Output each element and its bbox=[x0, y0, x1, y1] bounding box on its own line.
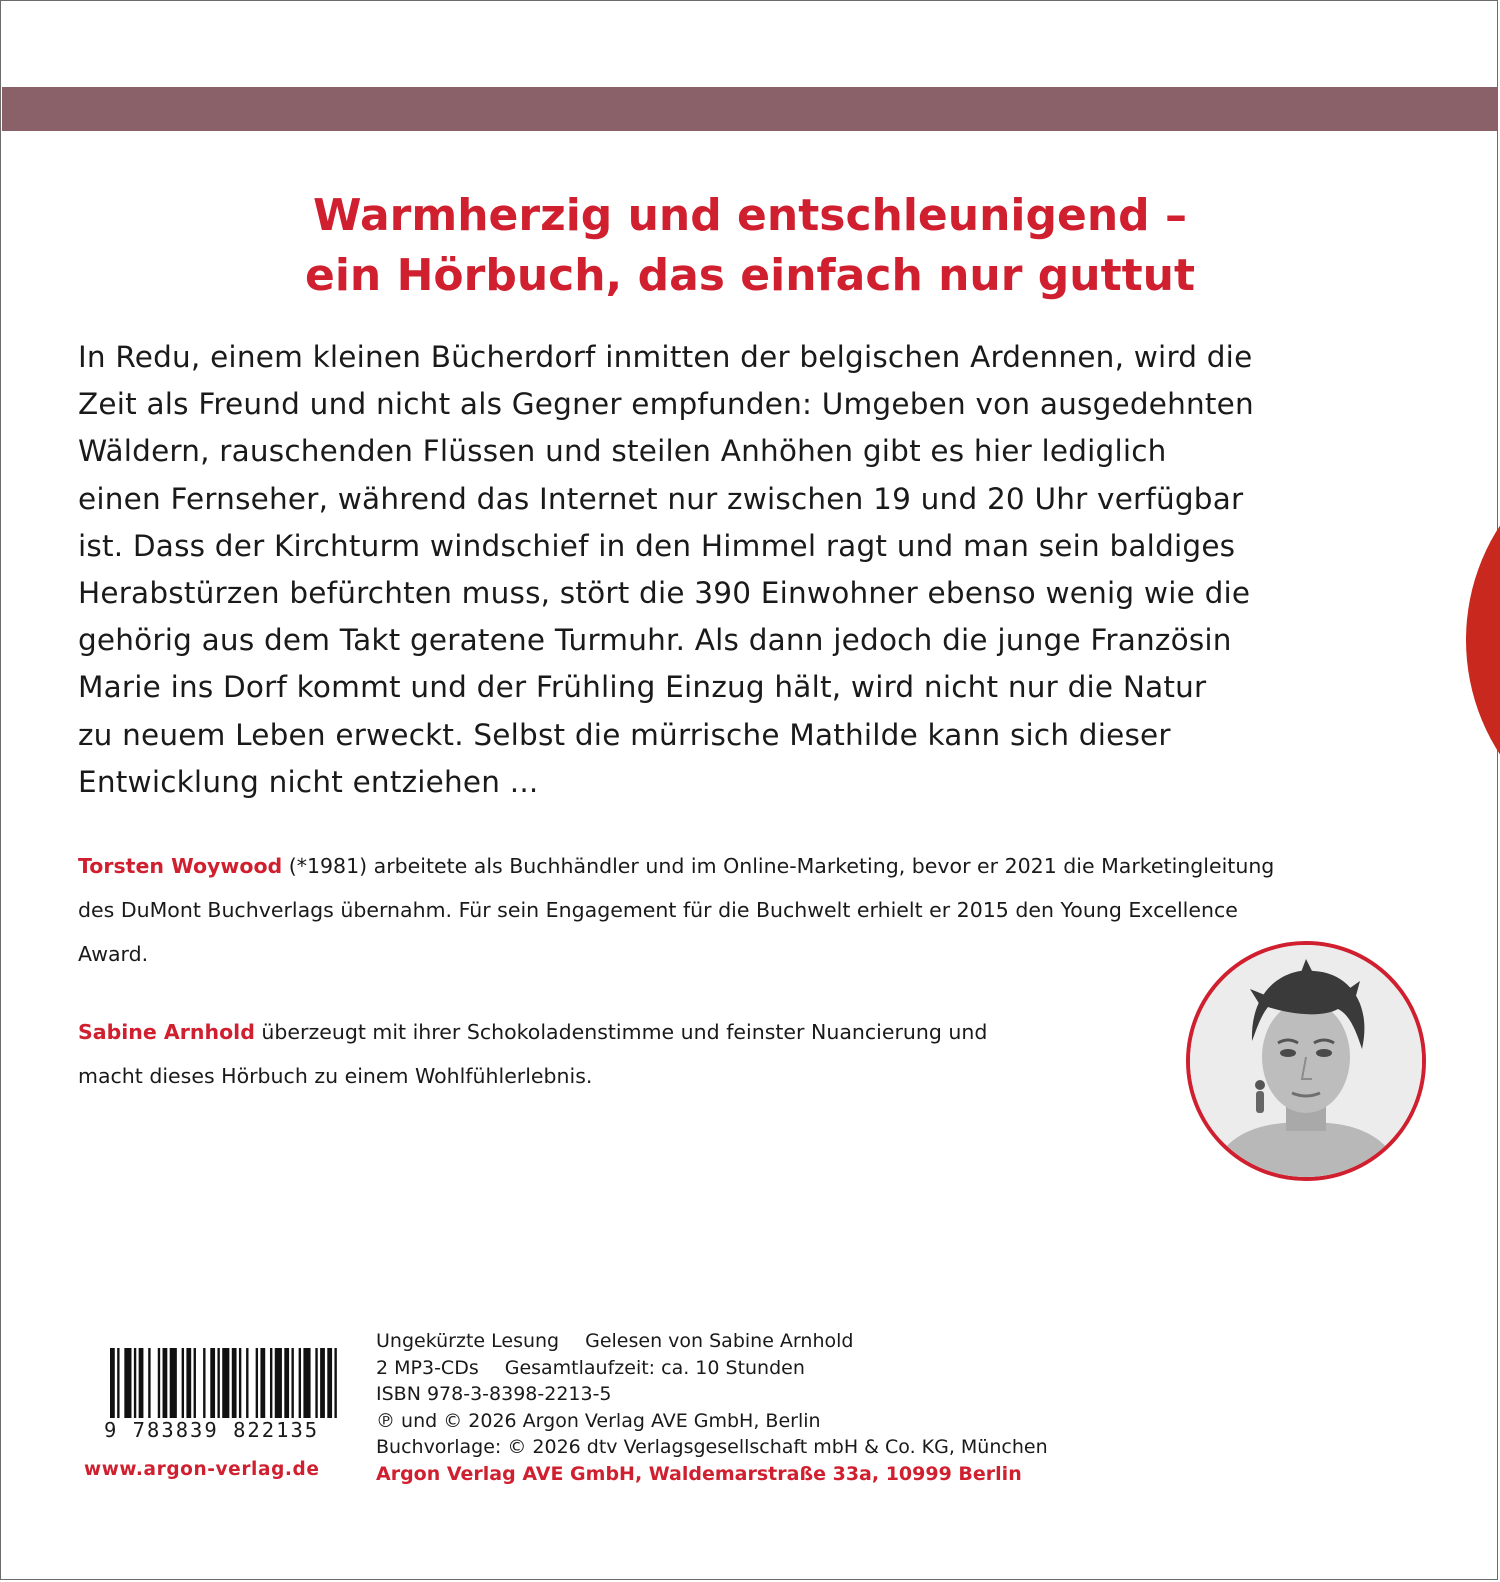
duration-label: Gesamtlaufzeit: ca. 10 Stunden bbox=[504, 1356, 805, 1379]
barcode-bar bbox=[222, 1348, 229, 1418]
barcode-bar bbox=[217, 1348, 219, 1418]
narrator-portrait bbox=[1186, 941, 1426, 1181]
source-label: Buchvorlage: © 2026 dtv Verlagsgesellschaft mbH & Co. KG, München bbox=[376, 1436, 1048, 1458]
imprint-line-2 bbox=[376, 1355, 1376, 1382]
barcode-bar bbox=[148, 1348, 150, 1418]
imprint-line-1 bbox=[376, 1328, 1376, 1355]
narrator-bio-text: überzeugt mit ihrer Schokoladenstimme und feinster Nuancierung und bbox=[254, 1020, 988, 1044]
copyright-label: ℗ und © 2026 Argon Verlag AVE GmbH, Berlin bbox=[376, 1409, 821, 1432]
barcode-bar bbox=[158, 1348, 160, 1418]
blurb-line: einen Fernseher, während das Internet nur zwischen 19 und 20 Uhr verfügbar bbox=[78, 481, 1244, 516]
barcode-bar bbox=[139, 1348, 144, 1418]
author-bio-line-3: Award. bbox=[78, 942, 149, 966]
barcode-bar bbox=[270, 1348, 272, 1418]
barcode-bar bbox=[239, 1348, 241, 1418]
blurb-line: Herabstürzen befürchten muss, stört die 390 Einwohner ebenso wenig wie die bbox=[78, 576, 1251, 611]
barcode-bar bbox=[163, 1348, 168, 1418]
portrait-illustration bbox=[1190, 945, 1422, 1177]
barcode-bar bbox=[327, 1348, 332, 1418]
imprint-block bbox=[376, 1328, 1376, 1487]
blurb-line: Wäldern, rauschenden Flüssen und steilen Anhöhen gibt es hier lediglich bbox=[78, 434, 1167, 469]
barcode-bar bbox=[291, 1348, 293, 1418]
barcode-bar bbox=[303, 1348, 310, 1418]
blurb-line: ist. Dass der Kirchturm windschief in den Himmel ragt und man sein baldiges bbox=[78, 528, 1236, 563]
barcode-bar bbox=[320, 1348, 325, 1418]
blurb-line: Zeit als Freund und nicht als Gegner empfunden: Umgeben von ausgedehnten bbox=[78, 387, 1254, 422]
edition-label: Ungekürzte Lesung bbox=[376, 1330, 560, 1352]
barcode-bar bbox=[232, 1348, 237, 1418]
barcode-bar bbox=[134, 1348, 136, 1418]
barcode-bar bbox=[117, 1348, 119, 1418]
blurb-line: Marie ins Dorf kommt und der Frühling Einzug hält, wird nicht nur die Natur bbox=[78, 670, 1207, 705]
barcode-bar bbox=[260, 1348, 265, 1418]
headline-line-2: ein Hörbuch, das einfach nur guttut bbox=[305, 250, 1195, 301]
reader-label: Gelesen von Sabine Arnhold bbox=[585, 1330, 854, 1352]
barcode bbox=[104, 1340, 350, 1446]
barcode-bar bbox=[275, 1348, 282, 1418]
author-bio-text: (*1981) arbeitete als Buchhändler und im Online-Marketing, bevor er 2021 die Marketingleitung bbox=[282, 854, 1275, 878]
barcode-bar bbox=[182, 1348, 184, 1418]
narrator-name: Sabine Arnhold bbox=[78, 1020, 255, 1044]
blurb-line: gehörig aus dem Takt geratene Turmuhr. Als dann jedoch die junge Französin bbox=[78, 623, 1232, 658]
author-name: Torsten Woywood bbox=[78, 854, 283, 878]
barcode-digits: 9 783839 822135 bbox=[104, 1418, 320, 1442]
barcode-bar bbox=[334, 1348, 336, 1418]
barcode-bar bbox=[186, 1348, 191, 1418]
headline-line-1: Warmherzig und entschleunigend – bbox=[313, 190, 1187, 241]
isbn-label: ISBN 978-3-8398-2213-5 bbox=[376, 1383, 612, 1405]
barcode-bar bbox=[210, 1348, 215, 1418]
blurb-line: Entwicklung nicht entziehen ... bbox=[78, 764, 539, 799]
publisher-address: Argon Verlag AVE GmbH, Waldemarstraße 33a, 10999 Berlin bbox=[376, 1462, 1022, 1485]
author-bio-line-1 bbox=[78, 844, 1458, 888]
blurb-line: zu neuem Leben erweckt. Selbst die mürrische Mathilde kann sich dieser bbox=[78, 717, 1171, 752]
barcode-bar bbox=[284, 1348, 289, 1418]
barcode-bar bbox=[170, 1348, 177, 1418]
blurb-line: In Redu, einem kleinen Bücherdorf inmitten der belgischen Ardennen, wird die bbox=[78, 340, 1253, 374]
barcode-bar bbox=[194, 1348, 196, 1418]
barcode-bar bbox=[315, 1348, 317, 1418]
barcode-bars bbox=[110, 1348, 344, 1418]
author-bio-line-2: des DuMont Buchverlags übernahm. Für sein Engagement für die Buchwelt erhielt er 2015 den Young Excellence bbox=[78, 898, 1238, 922]
blurb-text bbox=[78, 334, 1478, 806]
barcode-bar bbox=[110, 1348, 115, 1418]
narrator-bio-line-2: macht dieses Hörbuch zu einem Wohlfühlerlebnis. bbox=[78, 1064, 593, 1088]
barcode-bar bbox=[299, 1348, 301, 1418]
headline bbox=[0, 186, 1500, 306]
top-color-band bbox=[2, 87, 1498, 131]
barcode-bar bbox=[124, 1348, 131, 1418]
format-label: 2 MP3-CDs bbox=[376, 1356, 479, 1379]
publisher-website[interactable]: www.argon-verlag.de bbox=[84, 1459, 320, 1480]
barcode-bar bbox=[203, 1348, 205, 1418]
barcode-bar bbox=[256, 1348, 258, 1418]
barcode-bar bbox=[246, 1348, 248, 1418]
